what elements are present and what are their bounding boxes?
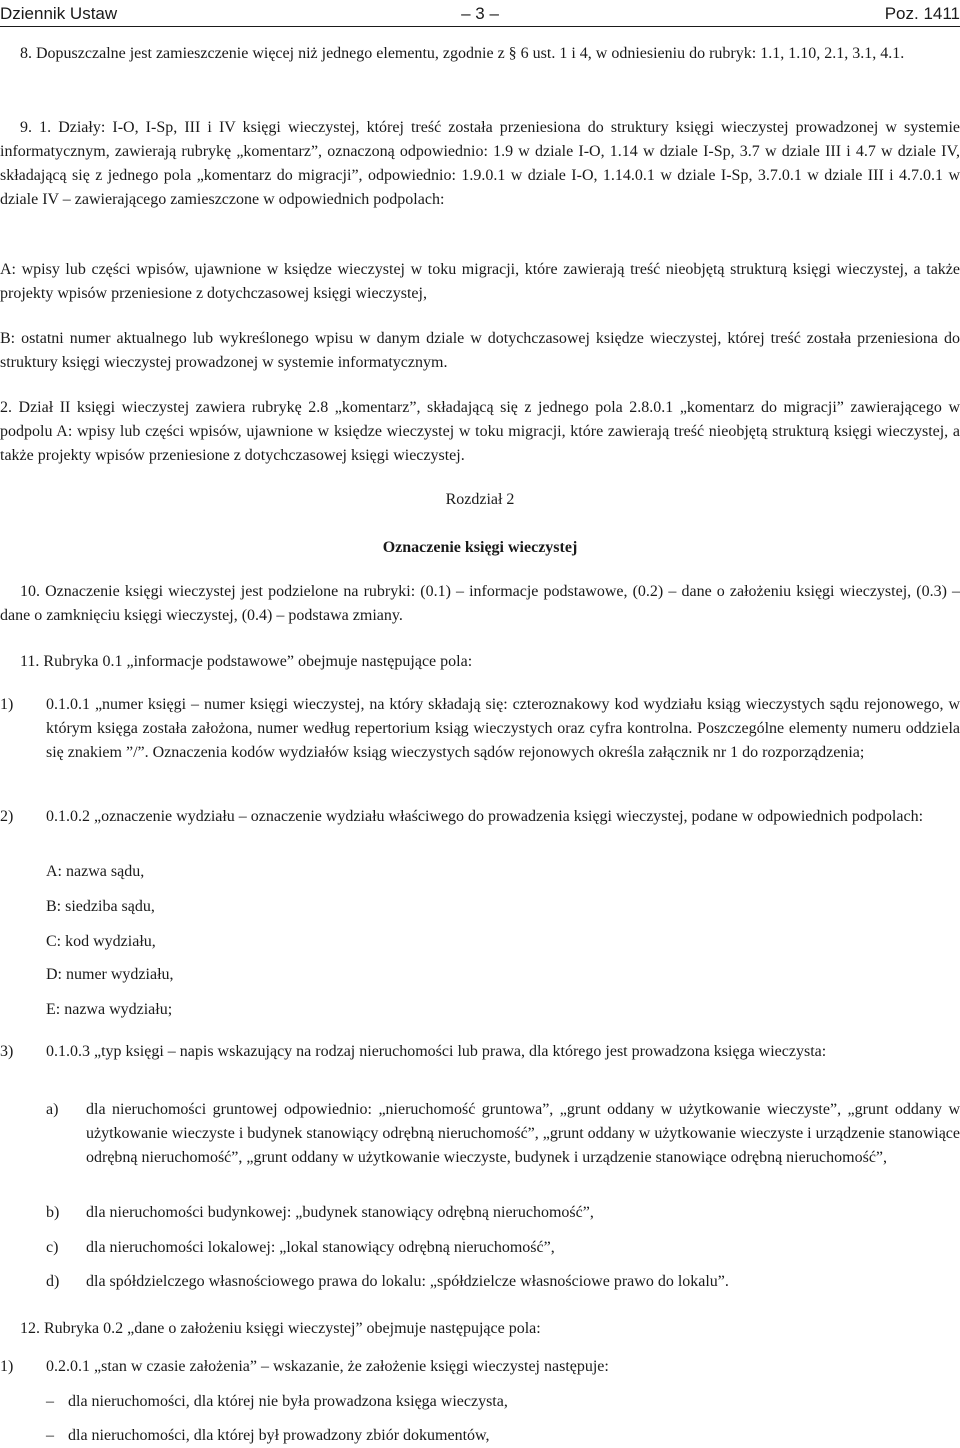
subitem-label: c) [46, 1239, 59, 1256]
item-stan-w-czasie-zalozenia: 0.2.0.1 „stan w czasie założenia” – wskazanie, że założenie księgi wieczystej następuje: [46, 1358, 609, 1375]
subitem-lokalowa: dla nieruchomości lokalowej: „lokal stanowiący odrębną nieruchomość”, [86, 1239, 555, 1256]
position-number: Poz. 1411 [884, 4, 960, 23]
dash-item: dla nieruchomości, dla której był prowadzony zbiór dokumentów, [68, 1427, 490, 1444]
item-label: 2) [0, 808, 14, 825]
paragraph-9: 9. 1. Działy: I-O, I-Sp, III i IV księgi wieczystej, której treść została przeniesiona do struktury księgi wieczystej prowadzonej w systemie informatycznym, zawierają rubrykę „komentarz”, oznaczoną odpowiednio: 1.9 w dziale I-O, 1.14 w dziale I-Sp, 3.7 w dziale III i 4.7 w dziale IV, składającą się z jednego pola „komentarz do migracji”, odpowiednio: 1.9.0.1 w dziale I-O, 1.14.0.1 w dziale I-Sp, 3.7.0.1 w dziale III i 4.7.0.1 w dziale IV – zawierającego zamieszczone w odpowiednich podpolach: [0, 119, 960, 208]
paragraph-12: 12. Rubryka 0.2 „dane o założeniu księgi wieczystej” obejmuje następujące pola: [20, 1320, 541, 1337]
subitem-spoldzielcze: dla spółdzielczego własnościowego prawa do lokalu: „spółdzielcze własnościowe prawo do lokalu”. [86, 1273, 729, 1290]
paragraph-8: 8. Dopuszczalne jest zamieszczenie więcej niż jednego elementu, zgodnie z § 6 ust. 1 i 4, w odniesieniu do rubryk: 1.1, 1.10, 2.1, 3.1, 4.1. [20, 45, 905, 62]
chapter-title: Oznaczenie księgi wieczystej [382, 539, 578, 556]
item-label: 3) [0, 1043, 14, 1060]
subfield-item: D: numer wydziału, [46, 966, 174, 983]
paragraph-11: 11. Rubryka 0.1 „informacje podstawowe” obejmuje następujące pola: [20, 653, 473, 670]
paragraph-10: 10. Oznaczenie księgi wieczystej jest podzielone na rubryki: (0.1) – informacje podstawowe, (0.2) – dane o założeniu księgi wieczystej, (0.3) – dane o zamknięciu księgi wieczystej, (0.4) – podstawa zmiany. [0, 583, 960, 624]
chapter-number: Rozdział 2 [445, 491, 515, 508]
page-header [0, 0, 960, 26]
subitem-label: d) [46, 1273, 60, 1290]
subfield-a-paragraph: A: wpisy lub części wpisów, ujawnione w księdze wieczystej w toku migracji, które zawierają treść nieobjętą strukturą księgi wieczystej, a także projekty wpisów przeniesione z dotychczasowej księgi wieczystej, [0, 261, 960, 302]
subitem-label: a) [46, 1101, 59, 1118]
subfield-item: A: nazwa sądu, [46, 863, 145, 880]
dash-bullet: – [46, 1393, 54, 1410]
dash-bullet: – [46, 1427, 54, 1444]
header-divider [0, 26, 960, 27]
subfield-item: E: nazwa wydziału; [46, 1001, 173, 1018]
subitem-budynkowa: dla nieruchomości budynkowej: „budynek stanowiący odrębną nieruchomość”, [86, 1204, 594, 1221]
subfield-b-paragraph: B: ostatni numer aktualnego lub wykreślonego wpisu w danym dziale w dotychczasowej księdze wieczystej, której treść została przeniesiona do struktury księgi wieczystej prowadzonej w systemie informatycznym. [0, 330, 960, 371]
item-typ-ksiegi: 0.1.0.3 „typ księgi – napis wskazujący na rodzaj nieruchomości lub prawa, dla którego jest prowadzona księga wieczysta: [46, 1043, 827, 1060]
subitem-label: b) [46, 1204, 60, 1221]
subfield-item: C: kod wydziału, [46, 933, 156, 950]
page-number: – 3 – [461, 4, 499, 23]
item-label: 1) [0, 696, 14, 713]
paragraph-9-2: 2. Dział II księgi wieczystej zawiera rubrykę 2.8 „komentarz”, składającą się z jednego pola 2.8.0.1 „komentarz do migracji” zawierającego w podpolu A: wpisy lub części wpisów, ujawnione w księdze wieczystej w toku migracji, które zawierają treść nieobjętą strukturą księgi wieczystej, a także projekty wpisów przeniesione z dotychczasowej księgi wieczystej. [0, 399, 960, 464]
item-label: 1) [0, 1358, 14, 1375]
item-oznaczenie-wydzialu: 0.1.0.2 „oznaczenie wydziału – oznaczenie wydziału właściwego do prowadzenia księgi wieczystej, podane w odpowiednich podpolach: [46, 808, 924, 825]
item-numer-ksiegi: 0.1.0.1 „numer księgi – numer księgi wieczystej, na który składają się: czteroznakowy kod wydziału ksiąg wieczystych sądu rejonowego, w którym księga została założona, numer według repertorium ksiąg wieczystych oraz cyfra kontrolna. Poszczególne elementy numeru oddziela się znakiem ”/”. Oznaczenia kodów wydziałów ksiąg wieczystych sądów rejonowych określa załącznik nr 1 do rozporządzenia; [46, 696, 960, 761]
dash-item: dla nieruchomości, dla której nie była prowadzona księga wieczysta, [68, 1393, 508, 1410]
subitem-gruntowa: dla nieruchomości gruntowej odpowiednio: „nieruchomość gruntowa”, „grunt oddany w użytkowanie wieczyste”, „grunt oddany w użytkowanie wieczyste i budynek stanowiący odrębną nieruchomość”, „grunt oddany w użytkowanie wieczyste i urządzenie stanowiące odrębną nieruchomość”, „grunt oddany w użytkowanie wieczyste, budynek i urządzenie stanowiące odrębną nieruchomość”, [86, 1101, 960, 1166]
journal-title: Dziennik Ustaw [0, 4, 118, 23]
subfield-item: B: siedziba sądu, [46, 898, 155, 915]
